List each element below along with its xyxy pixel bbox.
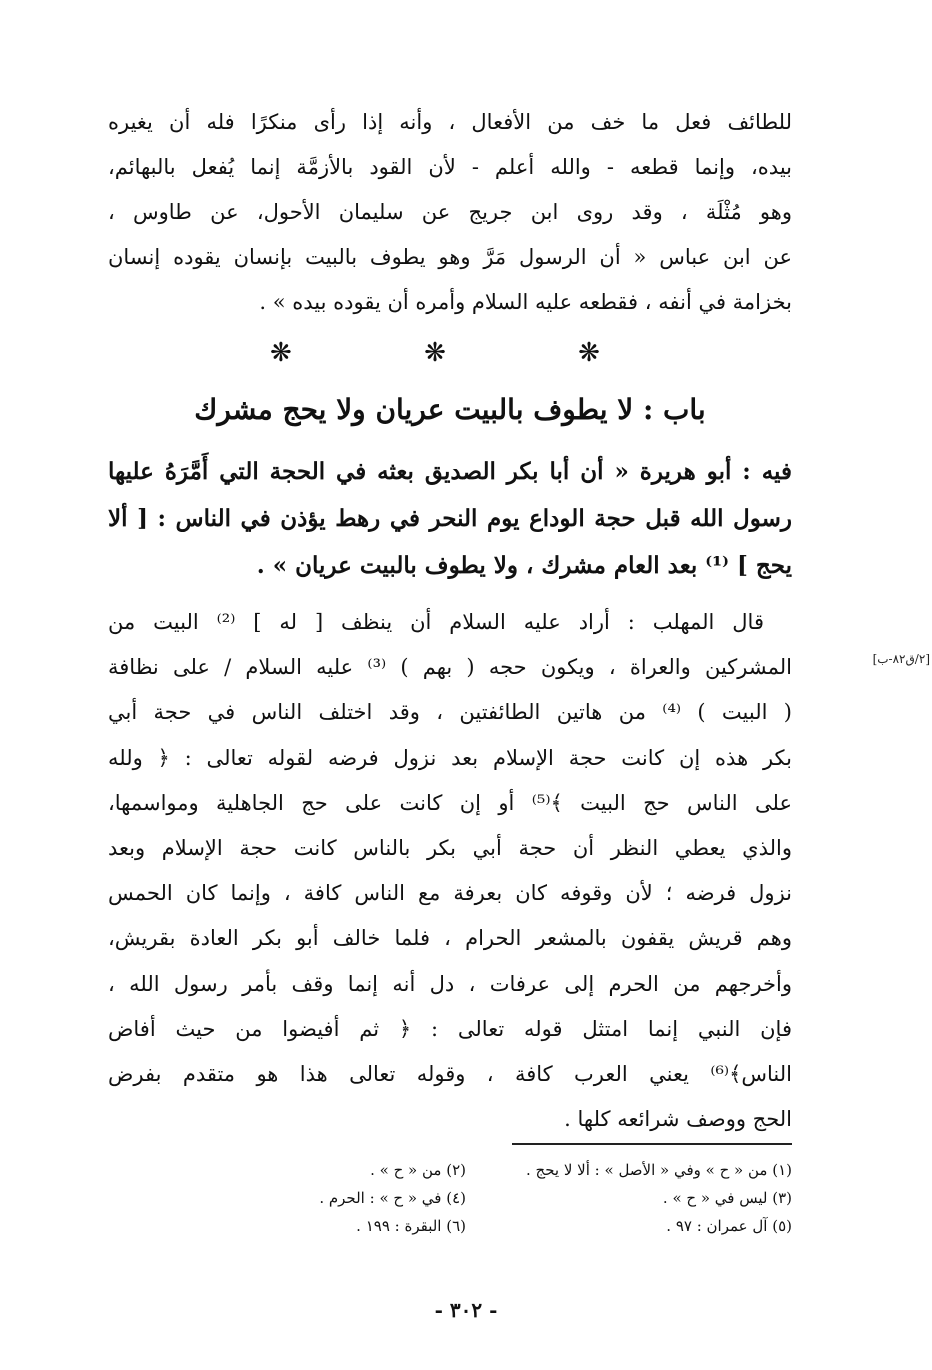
text-line: للطائف فعل ما خف من الأفعال ، وأنه إذا رأى منكرًا فله أن يغيره [108,110,792,134]
text-line: وهو مُثْلَة ، وقد روى ابن جريج عن سليمان الأحول، عن طاوس ، [108,200,792,224]
footnote: (٥) آل عمران : ٩٧ . [666,1217,792,1235]
text-line: يحج ] ⁽¹⁾ بعد العام مشرك ، ولا يطوف بالبيت عريان » . [256,552,792,579]
footnote: (٦) البقرة : ١٩٩ . [356,1217,466,1235]
text-line: وهم قريش يقفون بالمشعر الحرام ، فلما خالف أبو بكر العادة بقريش، [108,926,792,951]
text-line: رسول الله قبل حجة الوداع يوم النحر في رهط يؤذن في الناس : [ ألا [108,505,792,532]
text-line: بخزامة في أنفه ، فقطعه عليه السلام وأمره أن يقوده بيده » . [259,290,792,314]
text-line: وأخرجهم من الحرم إلى عرفات ، دل أنه إنما وقف بأمر رسول الله ، [108,971,792,996]
text-line: نزول فرضه ؛ لأن وقوفه كان بعرفة مع الناس كافة ، وإنما كان الحمس [108,881,792,906]
text-line: بيده، وإنما قطعه - والله أعلم - لأن القود بالأزمَّة إنما يُفعل بالبهائم، [108,155,792,179]
text-line: الحج ووصف شرائعه كلها . [564,1107,792,1132]
text-line: ( البيت ) ⁽⁴⁾ من هاتين الطائفتين ، وقد اختلف الناس في حجة أبي [108,700,792,725]
text-line: عن ابن عباس « أن الرسول مَرَّ وهو يطوف بالبيت بإنسان يقوده إنسان [108,245,792,269]
footnote-row [140,1184,792,1212]
text-line: المشركين والعراة ، ويكون حجه ( بهم ) ⁽³⁾ عليه السلام / على نظافة [108,655,792,680]
commentary-paragraph [108,600,792,1142]
text-line: بكر هذه إن كانت حجة الإسلام بعد نزول فرضه لقوله تعالى : ﴿ ولله [108,745,792,770]
footnote: (٣) ليس في « ح » . [662,1189,792,1207]
text-line: فيه : أبو هريرة « أن أبا بكر الصديق بعثه في الحجة التي أَمَّرَهُ عليها [108,458,792,485]
footnote: (٢) من « ح » . [370,1161,466,1179]
footnotes [140,1156,792,1240]
page-number: - ٣٠٢ - [434,1298,498,1322]
text-line: الناس﴾⁽⁶⁾ يعني العرب كافة ، وقوله تعالى هذا هو متقدم بفرض [108,1061,792,1086]
footnote-row [140,1156,792,1184]
footnote-row [140,1212,792,1240]
text-line: والذي يعطي النظر أن حجة أبي بكر بالناس كانت حجة الإسلام وبعد [108,835,792,860]
hadith-paragraph [108,448,792,589]
section-separator: ❋ ❋ ❋ [270,338,662,368]
text-line: فإن النبي إنما امتثل قوله تعالى : ﴿ ثم أفيضوا من حيث أفاض [108,1016,792,1041]
manuscript-folio-note: [٢/ق٨٢-ب] [872,652,930,666]
footnote: (١) من « ح » وفي « الأصل » : ألا لا يحج . [526,1161,792,1179]
footnote-divider [512,1143,792,1145]
footnote: (٤) في « ح » : الحرم . [319,1189,466,1207]
text-line: على الناس حج البيت ﴾⁽⁵⁾ أو إن كانت على حج الجاهلية ومواسمها، [108,790,792,815]
chapter-title: باب : لا يطوف بالبيت عريان ولا يحج مشرك [194,393,706,426]
text-line: قال المهلب : أراد عليه السلام أن ينظف [ له ] ⁽²⁾ البيت من [108,610,764,634]
intro-paragraph [108,100,792,325]
